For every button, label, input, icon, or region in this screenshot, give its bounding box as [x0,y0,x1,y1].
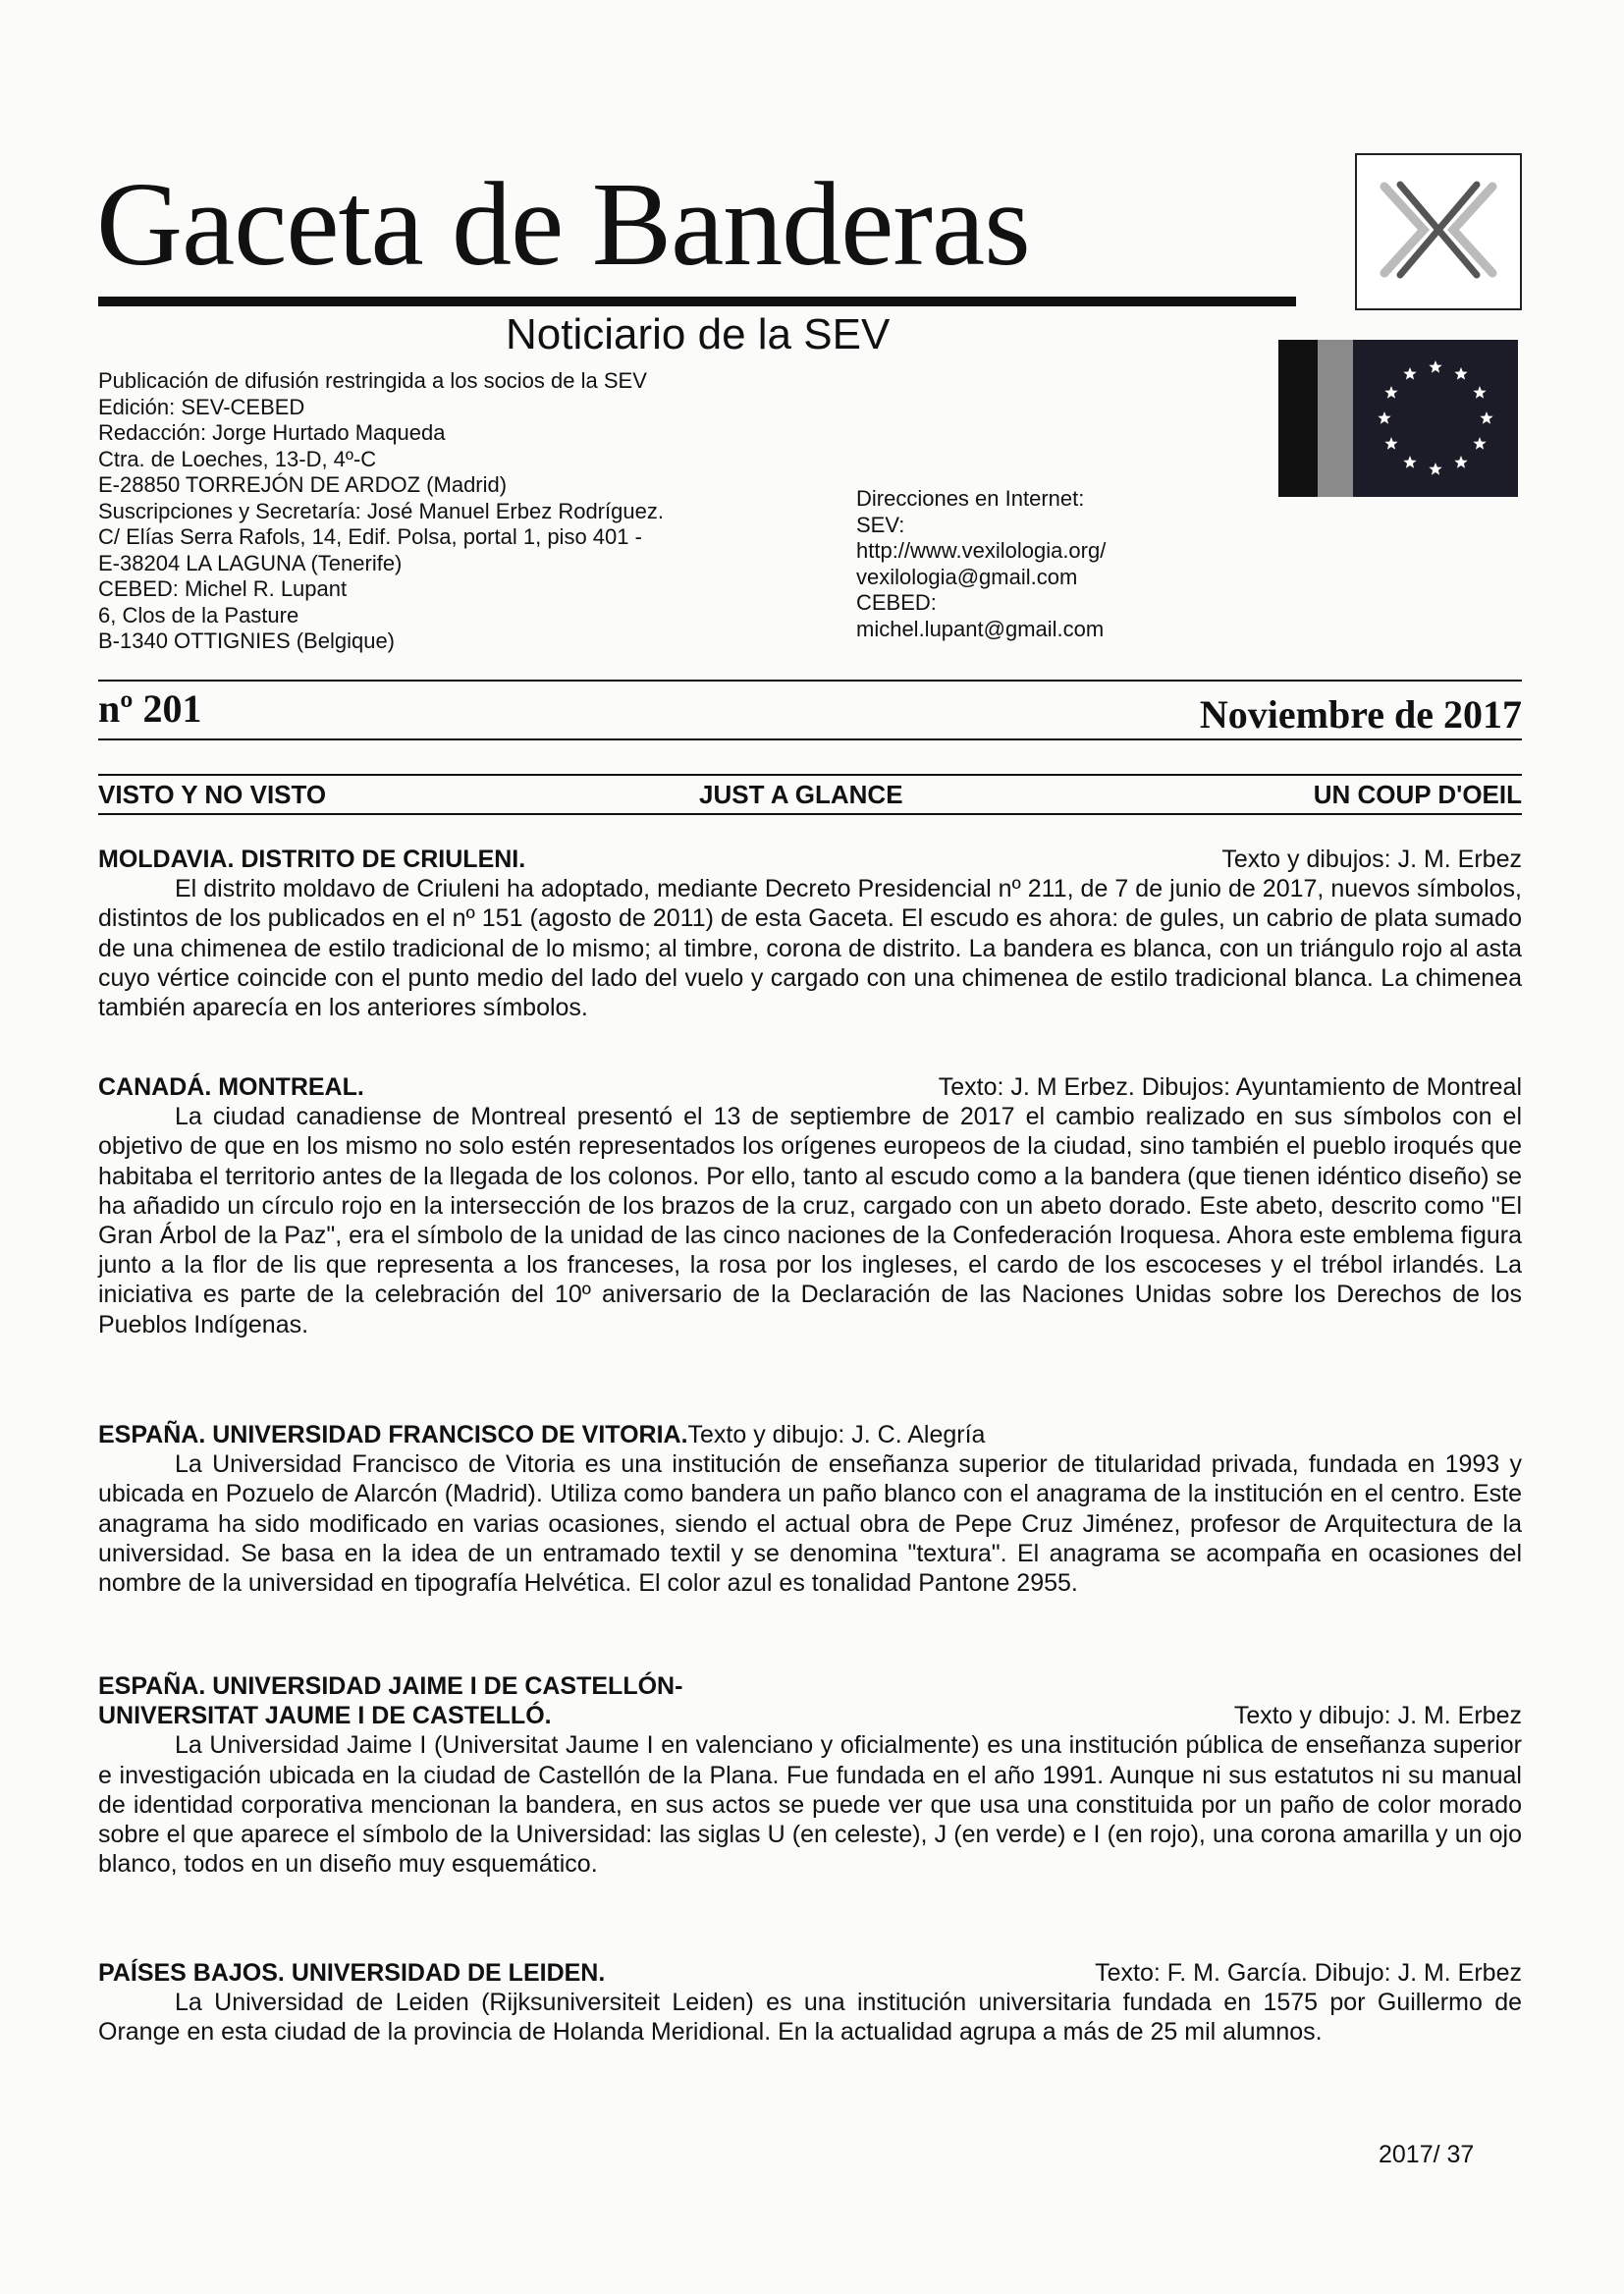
sev-logo-icon [1357,155,1520,308]
internet-label: SEV: [856,512,905,537]
section-rule-top [98,774,1522,776]
article-heading: PAÍSES BAJOS. UNIVERSIDAD DE LEIDEN. [98,1959,606,1987]
article-canada-montreal [98,1072,1522,1339]
publisher-info-line: Ctra. de Loeches, 13-D, 4º-C [98,446,377,471]
section-rule-bottom [98,813,1522,815]
section-label-left: VISTO Y NO VISTO [98,780,327,809]
publisher-info-line: C/ Elías Serra Rafols, 14, Edif. Polsa, portal 1, piso 401 - [98,524,642,549]
sev-logo [1355,153,1522,310]
header-rule-top [98,680,1522,682]
publisher-info-line: CEBED: Michel R. Lupant [98,576,348,601]
internet-link[interactable]: vexilologia@gmail.com [856,564,1078,589]
publisher-info-line: E-38204 LA LAGUNA (Tenerife) [98,550,403,575]
article-body: La Universidad Francisco de Vitoria es una institución de enseñanza superior de titularidad privada, fundada en 1993 y ubicada en Pozuelo de Alarcón (Madrid). Utiliza como bandera un paño blanco con el anagrama de la institución en el centro. Este anagrama ha sido modificado en varias ocasiones, siendo el actual obra de Pepe Cruz Jiménez, profesor de Arquitectura de la universidad. Se basa en la idea de un entramado textil y se denomina "textura". El anagrama se acompaña en ocasiones del nombre de la universidad en tipografía Helvética. El color azul es tonalidad Pantone 2955. [98,1450,1522,1598]
article-credit: Texto y dibujos: J. M. Erbez [1221,846,1522,873]
article-moldavia [98,845,1522,1022]
masthead-rule [98,297,1296,306]
article-body: La ciudad canadiense de Montreal presentó el 13 de septiembre de 2017 el cambio realizado en sus símbolos con el objetivo de que en los mismo no solo estén representados los orígenes europeos de la ciudad, sino también el pueblo iroqués que habitaba el territorio antes de la llegada de los colonos. Por ello, tanto al escudo como a la bandera (que tienen idéntico diseño) se ha añadido un círculo rojo en la intersección de los brazos de la cruz, cargado con un abeto dorado. Este abeto, descrito como "El Gran Árbol de la Paz", era el símbolo de la unidad de las cinco naciones de la Confederación Iroquesa. Ahora este emblema figura junto a la flor de lis que representa a los franceses, la rosa por los ingleses, el cardo de los escoceses y el trébol irlandés. La iniciativa es parte de la celebración del 10º aniversario de la Declaración de las Naciones Unidas sobre los Derechos de los Pueblos Indígenas. [98,1103,1522,1338]
issue-number: nº 201 [98,686,202,731]
article-heading: CANADÁ. MONTREAL. [98,1073,364,1101]
publisher-info-line: 6, Clos de la Pasture [98,602,299,628]
article-leiden [98,1958,1522,2048]
article-francisco-de-vitoria [98,1420,1522,1598]
article-jaime-i [98,1671,1522,1879]
publisher-info-line: Suscripciones y Secretaría: José Manuel Erbez Rodríguez. [98,498,664,523]
article-body: El distrito moldavo de Criuleni ha adoptado, mediante Decreto Presidencial nº 211, de 7 de junio de 2017, nuevos símbolos, distintos de los publicados en el nº 151 (agosto de 2011) de esta Gaceta. El escudo es ahora: de gules, un cabrio de plata sumado de una chimenea de estilo tradicional de lo mismo; al timbre, corona de distrito. La bandera es blanca, con un triángulo rojo al asta cuyo vértice coincide con el punto medio del lado del vuelo y cargado con una chimenea de estilo tradicional blanca. La chimenea también aparecía en los anteriores símbolos. [98,875,1522,1022]
article-credit: Texto y dibujo: J. C. Alegría [687,1421,986,1448]
section-label-right: UN COUP D'OEIL [1313,780,1522,809]
masthead-subtitle: Noticiario de la SEV [506,310,891,358]
page-number: 2017/ 37 [1379,2141,1475,2168]
article-credit: Texto: F. M. García. Dibujo: J. M. Erbez [1095,1959,1522,1987]
publisher-info-line: B-1340 OTTIGNIES (Belgique) [98,628,396,653]
section-label-center: JUST A GLANCE [699,780,903,809]
article-heading: ESPAÑA. UNIVERSIDAD FRANCISCO DE VITORIA. [98,1421,688,1448]
article-heading: ESPAÑA. UNIVERSIDAD JAIME I DE CASTELLÓN- [98,1672,683,1700]
article-body: La Universidad Jaime I (Universitat Jaume I en valenciano y oficialmente) es una institución pública de enseñanza superior e investigación ubicada en la ciudad de Castellón de la Plana. Fue fundada en el año 1991. Aunque ni sus estatutos ni su manual de identidad corporativa mencionan la bandera, en sus actos se puede ver que usa una constituida por un paño de color morado sobre el que aparece el símbolo de la Universidad: las siglas U (en celeste), J (en verde) e I (en rojo), una corona amarilla y un ojo blanco, todos en un diseño muy esquemático. [98,1731,1522,1879]
eu-stars-icon [1278,340,1518,497]
publisher-info-line: Edición: SEV-CEBED [98,394,305,419]
publisher-info-line: Publicación de difusión restringida a los socios de la SEV [98,368,647,393]
article-heading-continued: UNIVERSITAT JAUME I DE CASTELLÓ. [98,1702,552,1730]
cebed-emblem [1278,340,1518,497]
header-rule-bottom [98,738,1522,740]
article-body: La Universidad de Leiden (Rijksuniversiteit Leiden) es una institución universitaria fundada en 1575 por Guillermo de Orange en esta ciudad de la provincia de Holanda Meridional. En la actualidad agrupa a más de 25 mil alumnos. [98,1989,1522,2047]
internet-label: Direcciones en Internet: [856,486,1085,511]
article-credit: Texto y dibujo: J. M. Erbez [1233,1702,1522,1730]
internet-link[interactable]: http://www.vexilologia.org/ [856,538,1107,563]
article-credit: Texto: J. M Erbez. Dibujos: Ayuntamiento de Montreal [938,1073,1522,1101]
internet-label: CEBED: [856,590,937,615]
publisher-info-line: E-28850 TORREJÓN DE ARDOZ (Madrid) [98,472,508,497]
publisher-info-line: Redacción: Jorge Hurtado Maqueda [98,420,446,445]
article-heading: MOLDAVIA. DISTRITO DE CRIULENI. [98,846,526,873]
internet-link[interactable]: michel.lupant@gmail.com [856,616,1105,641]
issue-date: Noviembre de 2017 [1199,692,1522,737]
masthead-title: Gaceta de Banderas [96,158,1030,291]
